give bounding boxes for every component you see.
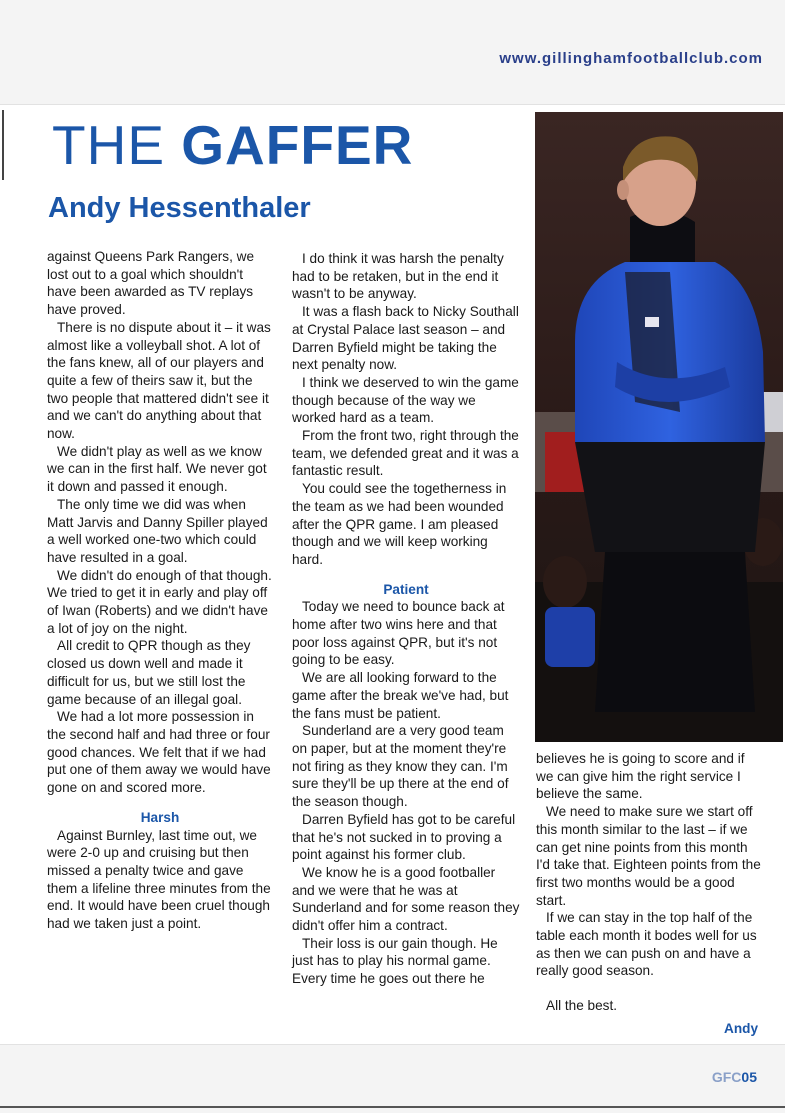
paragraph: believes he is going to score and if we can give him the right service I believe the same. bbox=[536, 751, 745, 802]
article-column-1 bbox=[47, 248, 273, 933]
paragraph: If we can stay in the top half of the table each month it bodes well for us as then we can push on and have a really good season. bbox=[536, 910, 757, 979]
manager-photo-illustration bbox=[535, 112, 783, 742]
page-number-value: 05 bbox=[741, 1069, 757, 1085]
article-column-3 bbox=[536, 750, 764, 1038]
paragraph: We need to make sure we start off this month similar to the last – if we can get nine points from this month I'd take that. Eighteen points from the first two months would be a good start. bbox=[536, 804, 761, 908]
paragraph: We didn't play as well as we know we can in the first half. We never got it down and passed it enough. bbox=[47, 443, 267, 495]
paragraph: We didn't do enough of that though. We tried to get it in early and play off of Iwan (Roberts) and we didn't have a lot of joy on the night. bbox=[47, 567, 272, 636]
footer-band bbox=[0, 1044, 785, 1113]
paragraph: Against Burnley, last time out, we were 2-0 up and cruising but then missed a penalty twice and gave them a lifeline three minutes from the end. It would have been cruel though had we taken just a point. bbox=[47, 827, 271, 932]
signoff: Andy bbox=[724, 1020, 758, 1036]
paragraph: We are all looking forward to the game after the break we've had, but the fans must be patient. bbox=[292, 670, 509, 721]
paragraph: The only time we did was when Matt Jarvis and Danny Spiller played a well worked one-two which could have resulted in a goal. bbox=[47, 496, 268, 565]
page-prefix: GFC bbox=[711, 1069, 742, 1085]
title-part1: THE bbox=[52, 114, 165, 176]
paragraph: There is no dispute about it – it was almost like a volleyball shot. A lot of the fans knew, all of our players and quite a few of theirs saw it, but the two people that mattered didn't see it and we can't do anything about that now. bbox=[47, 319, 271, 442]
paragraph: All credit to QPR though as they closed us down well and made it difficult for us, but we still lost the game because of an illegal goal. bbox=[47, 638, 251, 707]
paragraph: I do think it was harsh the penalty had to be retaken, but in the end it wasn't to be anyway. bbox=[292, 251, 504, 302]
paragraph: I think we deserved to win the game though because of the way we worked hard as a team. bbox=[292, 374, 519, 426]
paragraph: It was a flash back to Nicky Southall at Crystal Palace last season – and Darren Byfield might be taking the next penalty now. bbox=[292, 304, 519, 373]
left-margin-rule bbox=[2, 110, 4, 180]
article-column-2 bbox=[292, 250, 520, 988]
author-byline: Andy Hessenthaler bbox=[48, 192, 311, 224]
paragraph: We know he is a good footballer and we were that he was at Sunderland and for some reason they didn't offer him a contract. bbox=[292, 864, 520, 934]
paragraph: Their loss is our gain though. He just has to play his normal game. Every time he goes out there he bbox=[292, 935, 498, 987]
subheading-patient: Patient bbox=[383, 581, 429, 597]
paragraph: We had a lot more possession in the second half and had three or four good chances. We felt that if we had put one of them away we would have gone on and scored more. bbox=[47, 709, 271, 796]
paragraph: From the front two, right through the team, we defended great and it was a fantastic result. bbox=[292, 428, 519, 479]
paragraph: Sunderland are a very good team on paper, but at the moment they're not firing as they know they can. I'm sure they'll be up there at the end of the season though. bbox=[292, 723, 509, 810]
header-band bbox=[0, 0, 785, 105]
title-part2: GAFFER bbox=[181, 114, 414, 176]
closing-line: All the best. bbox=[546, 998, 618, 1014]
subheading-harsh: Harsh bbox=[140, 809, 180, 825]
paragraph: You could see the togetherness in the team as we had been wounded after the QPR game. I am pleased though and we will keep working hard. bbox=[292, 481, 507, 567]
paragraph: against Queens Park Rangers, we lost out to a goal which shouldn't have been awarded as TV replays have proved. bbox=[47, 249, 255, 318]
footer-rule bbox=[0, 1106, 785, 1108]
paragraph: Darren Byfield has got to be careful that he's not sucked in to proving a point against his former club. bbox=[292, 811, 516, 863]
page-number bbox=[712, 1069, 757, 1085]
page-title bbox=[52, 114, 414, 176]
site-url[interactable]: www.gillinghamfootballclub.com bbox=[499, 50, 763, 67]
spacer bbox=[536, 980, 764, 997]
paragraph: Today we need to bounce back at home after two wins here and that poor loss against QPR, but it's not going to be easy. bbox=[292, 599, 505, 668]
manager-photo bbox=[535, 112, 783, 742]
